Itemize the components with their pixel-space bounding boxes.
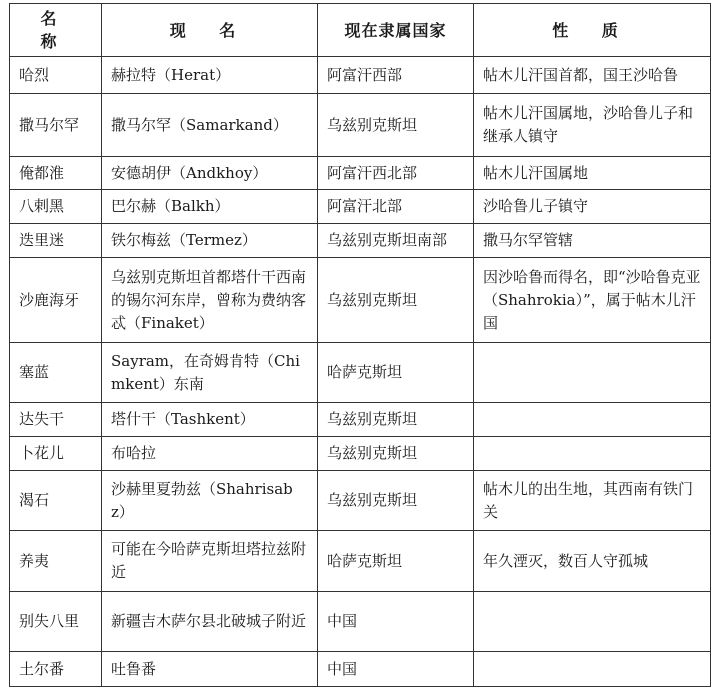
cell-country: 阿富汗北部 [318, 190, 474, 224]
cell-country: 乌兹别克斯坦 [318, 94, 474, 157]
cell-nature: 帖木儿汗国首都，国王沙哈鲁 [474, 57, 711, 94]
header-nature: 性 质 [474, 4, 711, 57]
cell-country: 乌兹别克斯坦南部 [318, 224, 474, 258]
cell-nature: 年久湮灭，数百人守孤城 [474, 531, 711, 592]
cell-nature: 撒马尔罕管辖 [474, 224, 711, 258]
cell-modern-name: 铁尔梅兹（Termez） [102, 224, 318, 258]
cell-country: 阿富汗西北部 [318, 157, 474, 190]
cell-nature: 帖木儿汗国属地 [474, 157, 711, 190]
cell-nature [474, 403, 711, 437]
table-row [10, 190, 711, 224]
cell-nature [474, 652, 711, 687]
cell-country: 哈萨克斯坦 [318, 343, 474, 403]
cell-nature [474, 437, 711, 471]
table-row [10, 57, 711, 94]
cell-modern-name: 乌兹别克斯坦首都塔什干西南的锡尔河东岸，曾称为费纳客忒（Finaket） [102, 258, 318, 343]
cell-name: 渴石 [10, 471, 102, 531]
table-row [10, 94, 711, 157]
cell-name: 撒马尔罕 [10, 94, 102, 157]
table-row [10, 343, 711, 403]
cell-name: 土尔番 [10, 652, 102, 687]
cell-modern-name: 赫拉特（Herat） [102, 57, 318, 94]
table-row [10, 471, 711, 531]
cell-modern-name: 新疆吉木萨尔县北破城子附近 [102, 592, 318, 652]
cell-name: 达失干 [10, 403, 102, 437]
table-header-row [10, 4, 711, 57]
cell-country: 哈萨克斯坦 [318, 531, 474, 592]
cell-modern-name: 巴尔赫（Balkh） [102, 190, 318, 224]
cell-modern-name: Sayram，在奇姆肯特（Chimkent）东南 [102, 343, 318, 403]
cell-modern-name: 撒马尔罕（Samarkand） [102, 94, 318, 157]
table-row [10, 224, 711, 258]
cell-name: 养夷 [10, 531, 102, 592]
table-row [10, 437, 711, 471]
table-row [10, 258, 711, 343]
table-body [10, 57, 711, 687]
cell-modern-name: 沙赫里夏勃兹（Shahrisabz） [102, 471, 318, 531]
cell-name: 迭里迷 [10, 224, 102, 258]
cell-modern-name: 塔什干（Tashkent） [102, 403, 318, 437]
cell-name: 别失八里 [10, 592, 102, 652]
cell-name: 沙鹿海牙 [10, 258, 102, 343]
cell-nature: 帖木儿的出生地，其西南有铁门关 [474, 471, 711, 531]
cell-modern-name: 吐鲁番 [102, 652, 318, 687]
place-names-table [9, 3, 711, 687]
cell-modern-name: 可能在今哈萨克斯坦塔拉兹附近 [102, 531, 318, 592]
cell-country: 中国 [318, 592, 474, 652]
header-modern-name: 现 名 [102, 4, 318, 57]
table-row [10, 157, 711, 190]
header-name: 名 称 [10, 4, 102, 57]
cell-nature [474, 592, 711, 652]
table-row [10, 531, 711, 592]
table-row [10, 592, 711, 652]
cell-country: 乌兹别克斯坦 [318, 471, 474, 531]
cell-country: 中国 [318, 652, 474, 687]
cell-name: 卜花儿 [10, 437, 102, 471]
cell-modern-name: 布哈拉 [102, 437, 318, 471]
cell-country: 乌兹别克斯坦 [318, 258, 474, 343]
cell-modern-name: 安德胡伊（Andkhoy） [102, 157, 318, 190]
cell-nature: 帖木儿汗国属地，沙哈鲁儿子和继承人镇守 [474, 94, 711, 157]
cell-country: 乌兹别克斯坦 [318, 437, 474, 471]
cell-name: 哈烈 [10, 57, 102, 94]
cell-name: 八剌黑 [10, 190, 102, 224]
table-row [10, 403, 711, 437]
cell-name: 俺都淮 [10, 157, 102, 190]
cell-country: 乌兹别克斯坦 [318, 403, 474, 437]
table-row [10, 652, 711, 687]
cell-nature: 因沙哈鲁而得名，即“沙哈鲁克亚（Shahrokia）”，属于帖木儿汗国 [474, 258, 711, 343]
cell-nature [474, 343, 711, 403]
cell-nature: 沙哈鲁儿子镇守 [474, 190, 711, 224]
cell-name: 塞蓝 [10, 343, 102, 403]
cell-country: 阿富汗西部 [318, 57, 474, 94]
header-country: 现在隶属国家 [318, 4, 474, 57]
